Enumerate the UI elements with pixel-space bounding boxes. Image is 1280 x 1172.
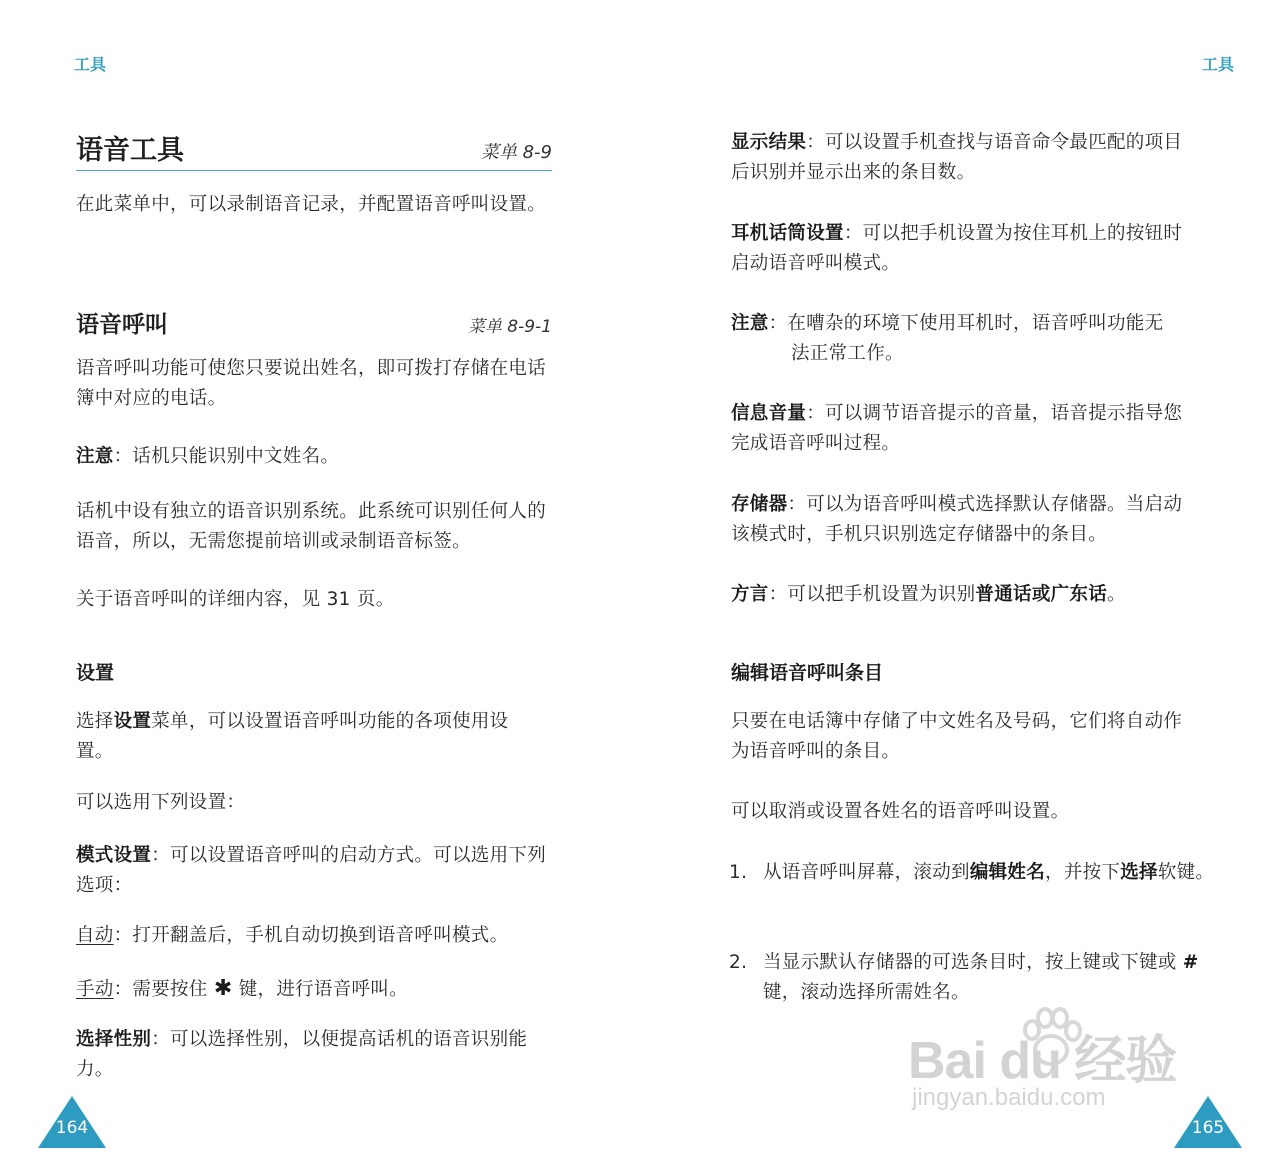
step-number: 1.	[729, 862, 748, 883]
mode-setting-paragraph	[76, 841, 546, 901]
running-head: 工具	[74, 55, 107, 74]
subsection-title-text: 语音呼叫	[76, 312, 168, 338]
auto-label: 自动	[76, 925, 114, 946]
settings-menu-name: 设置	[113, 711, 152, 732]
headset-paragraph	[731, 219, 1197, 279]
voice-call-paragraph: 语音呼叫功能可使您只要说出姓名，即可拨打存储在电话簿中对应的电话。	[76, 358, 547, 409]
gender-setting-paragraph	[76, 1025, 546, 1085]
baidu-watermark	[908, 1010, 1208, 1120]
step-1	[729, 858, 1243, 888]
edit-entries-heading: 编辑语音呼叫条目	[731, 662, 884, 684]
page-number: 164	[55, 1118, 89, 1138]
manual-option	[76, 974, 546, 1005]
step-2-text-post: 键，滚动选择所需姓名。	[763, 982, 970, 1003]
menu-reference: 菜单 8-9	[480, 142, 552, 163]
headset-text: ：可以把手机设置为按住耳机上的按钮时启动语音呼叫模式。	[731, 223, 1183, 274]
memory-paragraph	[731, 490, 1197, 550]
settings-text-pre: 选择	[76, 711, 114, 732]
subsection-menu-reference: 菜单 8-9-1	[467, 317, 552, 337]
star-key-icon: ✱	[213, 976, 233, 1001]
intro-paragraph: 在此菜单中，可以录制语音记录，并配置语音呼叫设置。	[76, 194, 547, 215]
section-title	[76, 128, 552, 171]
options-intro: 可以选用下列设置：	[76, 792, 246, 813]
manual-label: 手动	[76, 979, 114, 1000]
step-2	[729, 948, 1233, 1008]
note-text-line2: 法正常工作。	[791, 343, 904, 364]
memory-text: ：可以为语音呼叫模式选择默认存储器。当启动该模式时，手机只识别选定存储器中的条目。	[731, 494, 1183, 545]
auto-text: ：打开翻盖后，手机自动切换到语音呼叫模式。	[113, 925, 509, 946]
step-1-text-pre: 从语音呼叫屏幕，滚动到	[763, 862, 970, 883]
right-page	[640, 0, 1280, 1172]
headset-label: 耳机话筒设置	[731, 223, 844, 244]
dialect-label: 方言	[731, 584, 769, 605]
edit-paragraph-2: 可以取消或设置各姓名的语音呼叫设置。	[731, 801, 1070, 822]
volume-paragraph	[731, 399, 1197, 459]
dialect-option-mandarin: 普通话	[975, 584, 1032, 605]
memory-label: 存储器	[731, 494, 788, 515]
manual-text-post: 键，进行语音呼叫。	[238, 979, 408, 1000]
watermark-url: jingyan.baidu.com	[912, 1084, 1106, 1111]
page-number: 165	[1191, 1118, 1225, 1138]
auto-option	[76, 921, 546, 951]
edit-paragraph-1: 只要在电话簿中存储了中文姓名及号码，它们将自动作为语音呼叫的条目。	[731, 711, 1183, 762]
step-2-text-pre: 当显示默认存储器的可选条目时，按上键或下键或	[763, 952, 1177, 973]
result-text: ：可以设置手机查找与语音命令最匹配的项目后识别并显示出来的条目数。	[731, 132, 1183, 183]
note-paragraph	[76, 442, 546, 472]
dialect-end: 。	[1107, 584, 1126, 605]
volume-text: ：可以调节语音提示的音量，语音提示指导您完成语音呼叫过程。	[731, 403, 1183, 454]
subsection-title	[76, 306, 552, 340]
page-number-badge	[38, 1096, 106, 1148]
mode-label: 模式设置	[76, 845, 152, 866]
gender-label: 选择性别	[76, 1029, 152, 1050]
reference-paragraph: 关于语音呼叫的详细内容，见 31 页。	[76, 589, 395, 610]
hash-key-icon: #	[1182, 952, 1199, 973]
volume-label: 信息音量	[731, 403, 807, 424]
note-text: ：话机只能识别中文姓名。	[113, 446, 340, 467]
recognition-paragraph: 话机中设有独立的语音识别系统。此系统可识别任何人的语音，所以，无需您提前培训或录制语音标签。	[76, 501, 547, 552]
gender-text: ：可以选择性别，以便提高话机的语音识别能力。	[76, 1029, 528, 1080]
display-result-paragraph	[731, 128, 1197, 188]
section-title-text: 语音工具	[76, 135, 184, 166]
dialect-option-cantonese: 广东话	[1050, 584, 1108, 605]
result-label: 显示结果	[731, 132, 807, 153]
dialect-or: 或	[1031, 584, 1051, 605]
note-label: 注意	[76, 446, 114, 467]
settings-text-post: 菜单，可以设置语音呼叫功能的各项使用设置。	[76, 711, 509, 762]
note-paragraph	[731, 309, 1197, 369]
note-label: 注意	[731, 313, 769, 334]
edit-name-option: 编辑姓名	[969, 862, 1046, 883]
select-softkey: 选择	[1120, 862, 1158, 883]
dialect-text: ：可以把手机设置为识别	[768, 584, 976, 605]
mode-text: ：可以设置语音呼叫的启动方式。可以选用下列选项：	[76, 845, 547, 896]
settings-paragraph	[76, 707, 546, 767]
running-head: 工具	[1201, 55, 1234, 74]
dialect-paragraph	[731, 580, 1197, 610]
watermark-logo: Bai du 经验	[908, 1032, 1177, 1090]
settings-heading: 设置	[76, 662, 115, 684]
manual-text-pre: ：需要按住	[113, 979, 208, 1000]
step-number: 2.	[729, 952, 748, 973]
step-1-text-post: 软键。	[1157, 862, 1215, 883]
step-1-text-mid: ，并按下	[1045, 862, 1121, 883]
note-text-line1: ：在嘈杂的环境下使用耳机时，语音呼叫功能无	[768, 313, 1164, 334]
